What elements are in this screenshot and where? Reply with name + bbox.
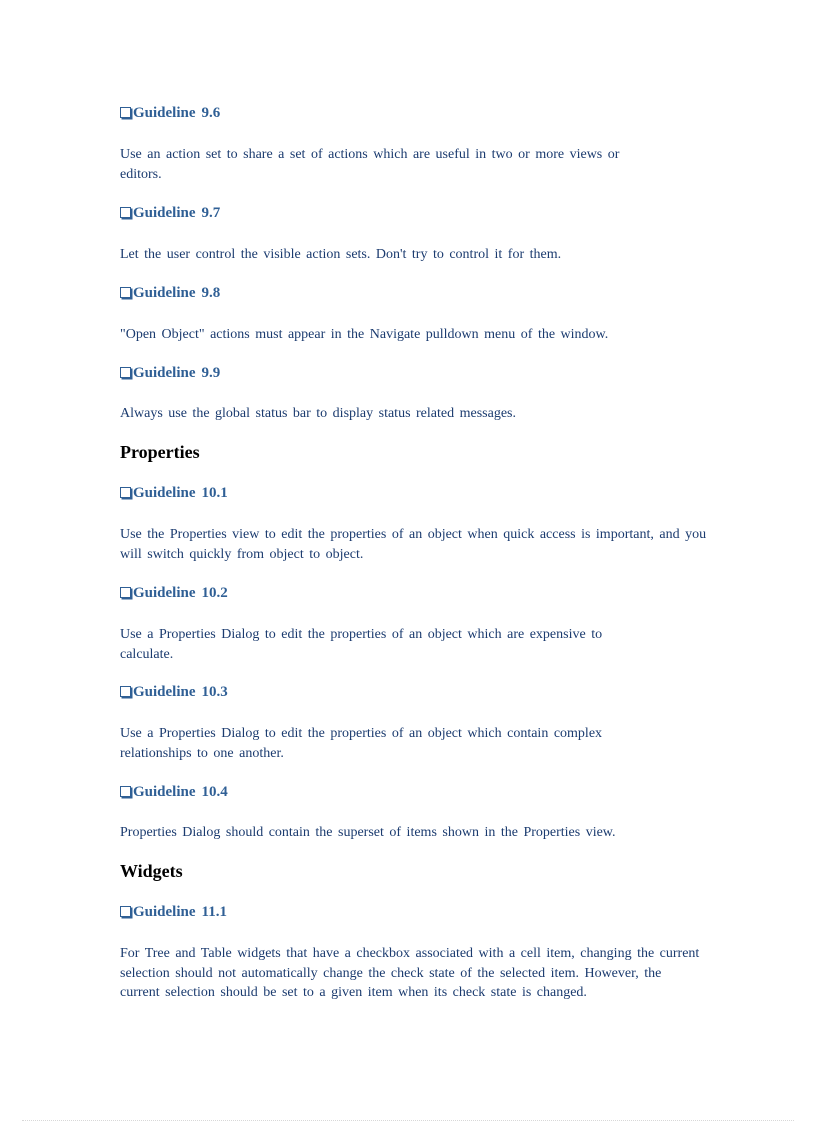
guideline-heading <box>120 683 228 701</box>
checkbox-icon <box>120 287 131 298</box>
guideline-number: 9.7 <box>201 205 221 221</box>
checkbox-icon <box>120 587 131 598</box>
guideline-text: Use a Properties Dialog to edit the properties of an object which contain complex relationships to one another. <box>120 726 603 761</box>
guideline-text: Use a Properties Dialog to edit the properties of an object which are expensive to calculate. <box>120 627 603 662</box>
section-heading-widgets: Widgets <box>120 861 183 881</box>
checkbox-icon <box>120 786 131 797</box>
checkbox-icon <box>120 367 131 378</box>
guideline-label: Guideline <box>133 365 196 381</box>
guideline-text: Always use the global status bar to display status related messages. <box>120 406 516 421</box>
guideline-label: Guideline <box>133 784 196 800</box>
checkbox-icon <box>120 906 131 917</box>
guideline-heading <box>120 783 228 801</box>
guideline-text: Use an action set to share a set of actions which are useful in two or more views or editors. <box>120 147 620 182</box>
guideline-text: Use the Properties view to edit the properties of an object when quick access is important, and you will switch quickly from object to object. <box>120 527 707 562</box>
guideline-number: 10.1 <box>201 485 228 501</box>
guideline-label: Guideline <box>133 205 196 221</box>
guideline-label: Guideline <box>133 285 196 301</box>
guideline-heading <box>120 204 220 222</box>
checkbox-icon <box>120 487 131 498</box>
section-heading-properties: Properties <box>120 442 200 462</box>
guideline-number: 9.8 <box>201 285 221 301</box>
guideline-heading <box>120 584 228 602</box>
guideline-heading <box>120 484 228 502</box>
guideline-number: 11.1 <box>201 904 227 920</box>
guideline-text: Let the user control the visible action sets. Don't try to control it for them. <box>120 247 562 262</box>
guideline-heading <box>120 284 220 302</box>
guideline-label: Guideline <box>133 684 196 700</box>
guideline-number: 10.2 <box>201 585 228 601</box>
guideline-label: Guideline <box>133 585 196 601</box>
guideline-number: 9.9 <box>201 365 221 381</box>
guideline-label: Guideline <box>133 904 196 920</box>
guideline-text: Properties Dialog should contain the superset of items shown in the Properties view. <box>120 825 616 840</box>
guideline-text: "Open Object" actions must appear in the Navigate pulldown menu of the window. <box>120 327 609 342</box>
guideline-heading <box>120 364 220 382</box>
page-bottom-rule <box>22 1120 794 1121</box>
checkbox-icon <box>120 207 131 218</box>
guideline-label: Guideline <box>133 485 196 501</box>
checkbox-icon <box>120 686 131 697</box>
checkbox-icon <box>120 107 131 118</box>
guideline-number: 10.4 <box>201 784 228 800</box>
guideline-number: 10.3 <box>201 684 228 700</box>
guideline-number: 9.6 <box>201 105 221 121</box>
guideline-text: For Tree and Table widgets that have a checkbox associated with a cell item, changing the current selection should not automatically change the check state of the selected item. However, the current selection should be set to a given item when its check state is changed. <box>120 946 700 1000</box>
guideline-heading <box>120 104 220 122</box>
guideline-heading <box>120 903 227 921</box>
guideline-label: Guideline <box>133 105 196 121</box>
